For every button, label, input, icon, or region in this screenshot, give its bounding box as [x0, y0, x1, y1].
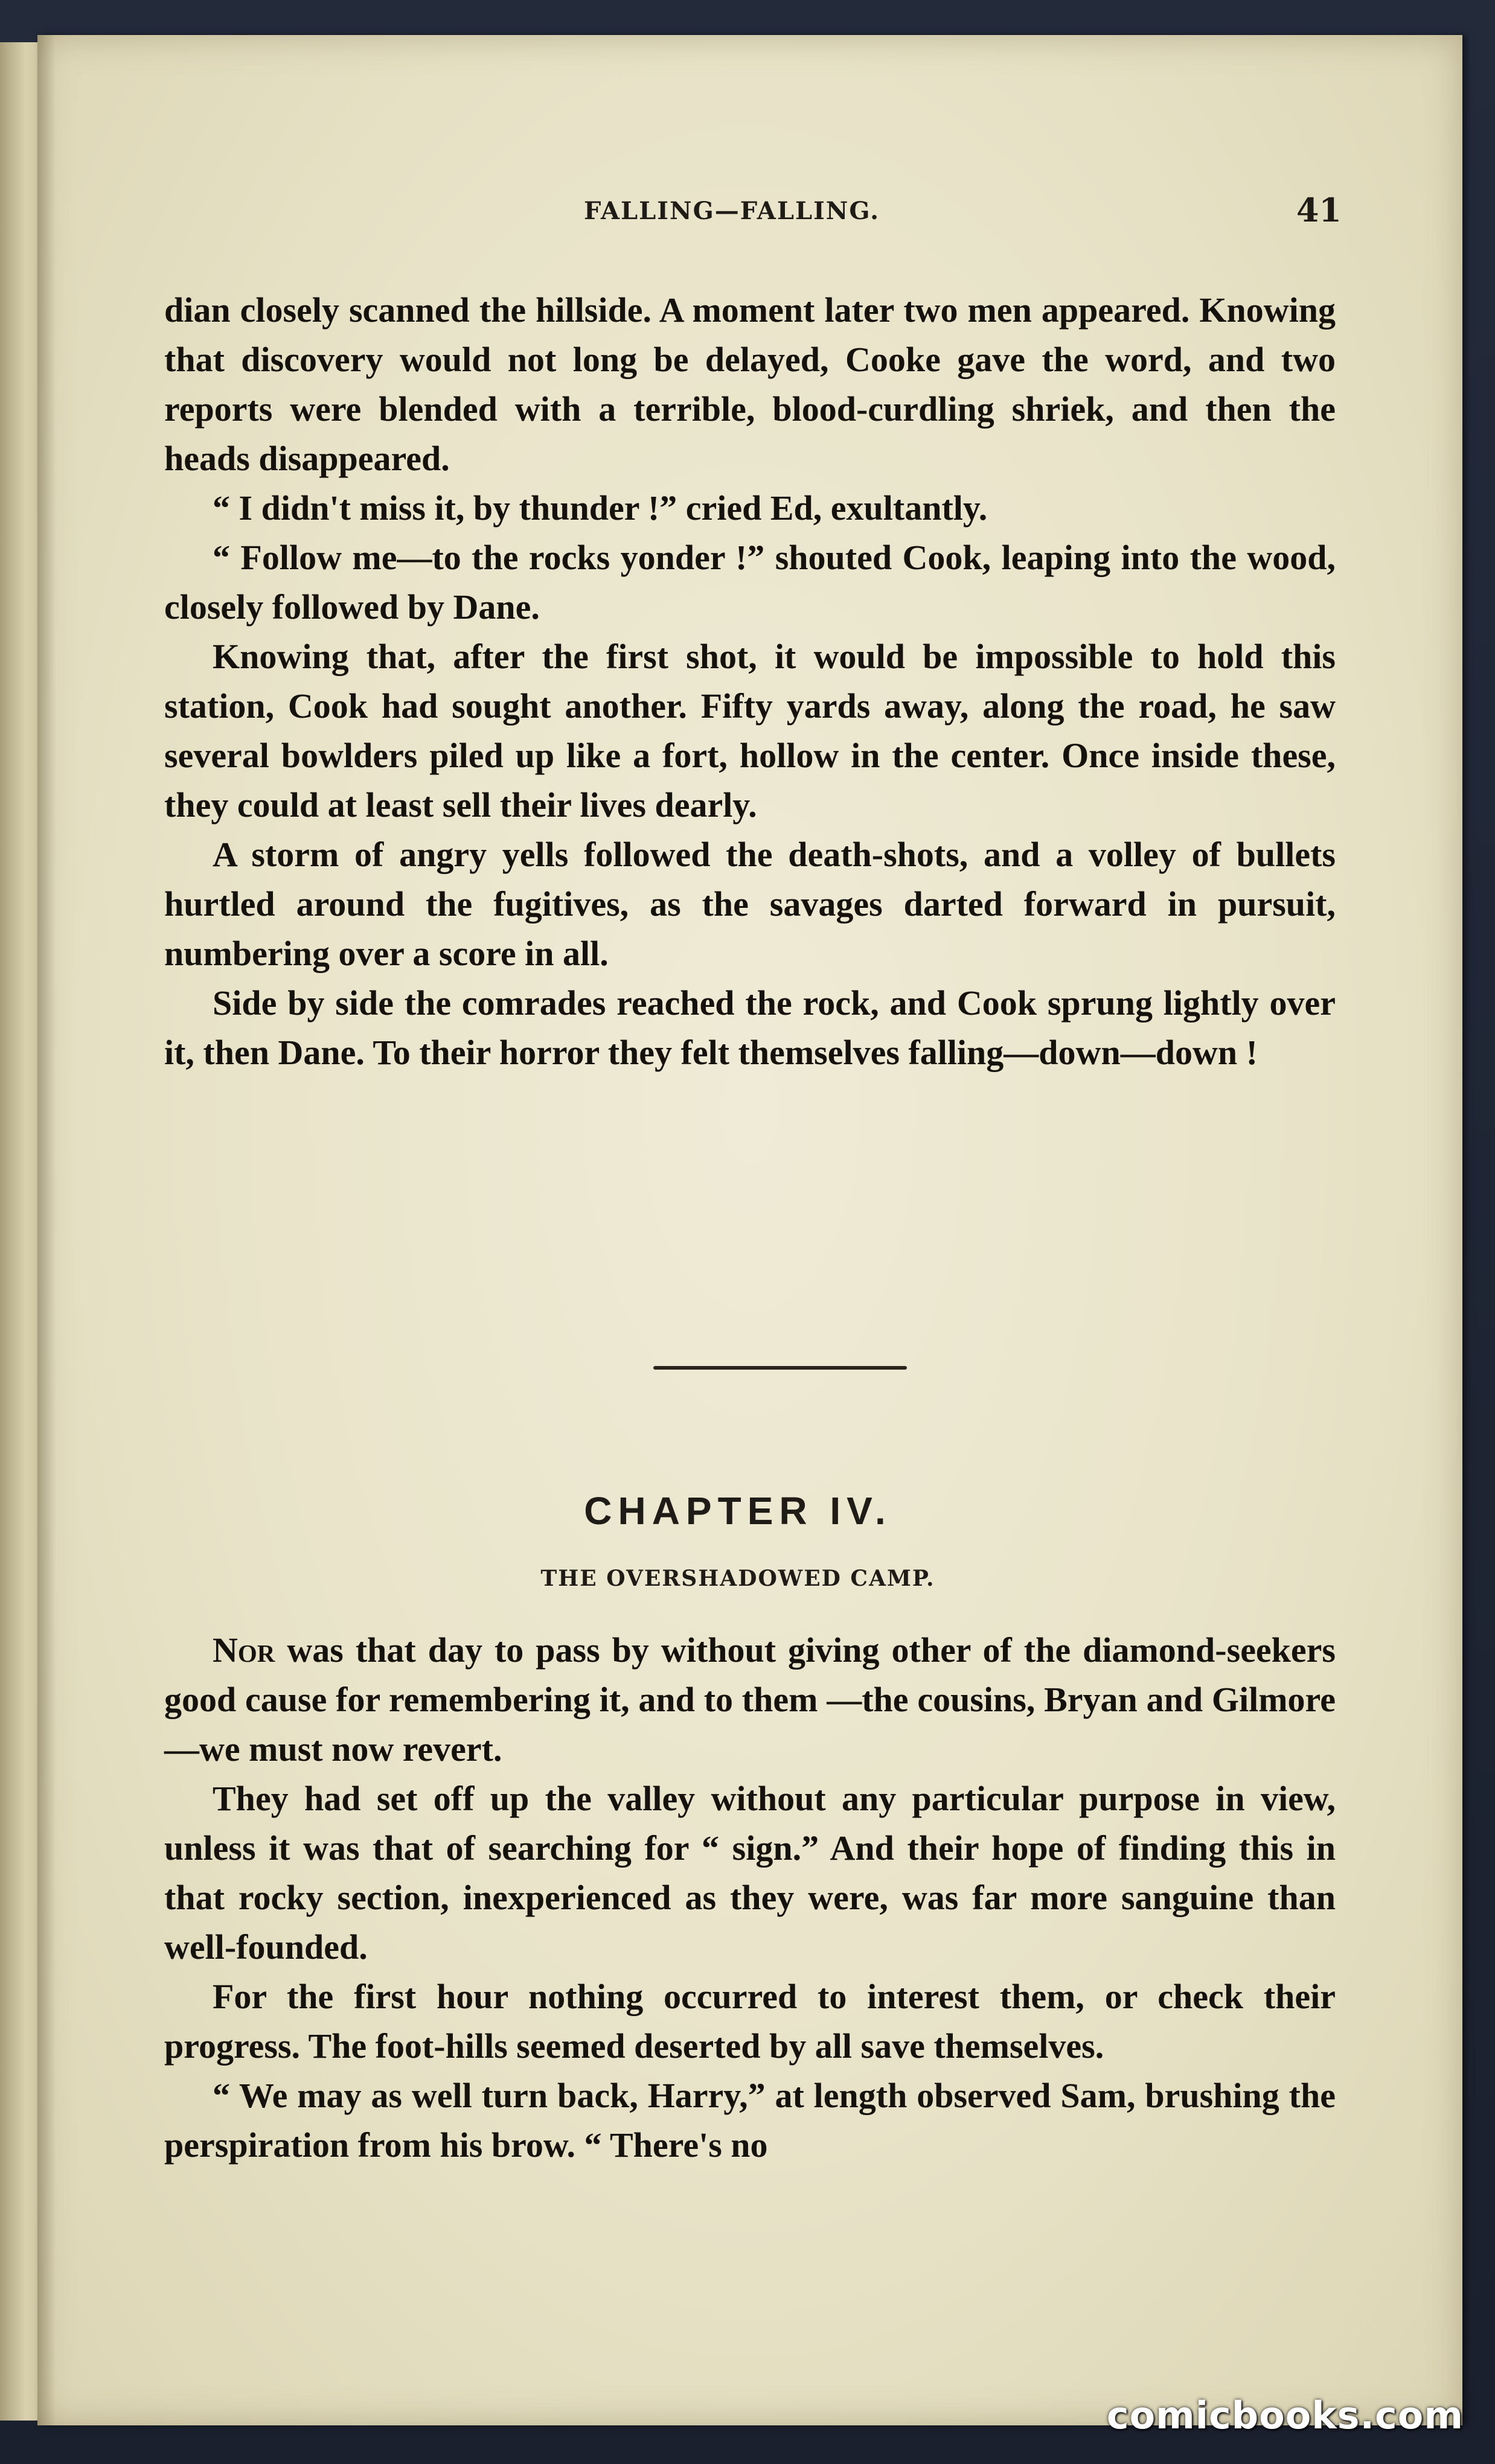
paragraph: A storm of angry yells followed the death-shots, and a volley of bullets hurtled around the fugitives, as the savages darted forward in pursuit, numbering over a score in all.: [164, 835, 1336, 973]
chapter-title: CHAPTER IV.: [584, 1489, 892, 1533]
paragraph: [164, 1626, 1336, 1774]
running-head: FALLING—FALLING.: [583, 197, 880, 225]
chapter-text: [164, 1626, 1336, 2170]
paragraph: Knowing that, after the first shot, it would be impossible to hold this station, Cook had sought another. Fifty yards away, along the road, he saw several bowlders piled up like a fort, hollow in the center. Once inside these, they could at least sell their lives dearly.: [164, 637, 1336, 825]
paragraph: dian closely scanned the hillside. A moment later two men appeared. Knowing that discovery would not long be delayed, Cooke gave the word, and two reports were blended with a terrible, blood-curdling shriek, and then the heads disappeared.: [164, 290, 1336, 478]
paragraph: For the first hour nothing occurred to interest them, or check their progress. The foot-hills seemed deserted by all save themselves.: [164, 1977, 1336, 2066]
paragraph: “ I didn't miss it, by thunder !” cried Ed, exultantly.: [213, 488, 988, 528]
site-watermark: comicbooks.com: [1106, 2393, 1464, 2437]
paragraph: Side by side the comrades reached the rock, and Cook sprung lightly over it, then Dane. To their horror they felt themselves falling—down—down !: [164, 983, 1336, 1072]
section-divider-rule: [653, 1366, 907, 1370]
paragraph: They had set off up the valley without any particular purpose in view, unless it was that of searching for “ sign.” And their hope of finding this in that rocky section, inexperienced as they were, was far more sanguine than well-founded.: [164, 1779, 1336, 1967]
chapter-opening-text: was that day to pass by without giving other of the diamond-seekers good cause for remembering it, and to them —the cousins, Bryan and Gilmore—we must now revert.: [164, 1630, 1336, 1769]
chapter-subtitle: THE OVERSHADOWED CAMP.: [540, 1566, 935, 1591]
chapter-opening-word: Nor: [213, 1630, 275, 1670]
book-page: [37, 35, 1462, 2425]
paragraph: “ Follow me—to the rocks yonder !” shouted Cook, leaping into the wood, closely followed by Dane.: [164, 538, 1336, 627]
page-number: 41: [1296, 191, 1342, 229]
paragraph: “ We may as well turn back, Harry,” at length observed Sam, brushing the perspiration from his brow. “ There's no: [164, 2076, 1336, 2165]
text-before-break: [164, 286, 1336, 1077]
